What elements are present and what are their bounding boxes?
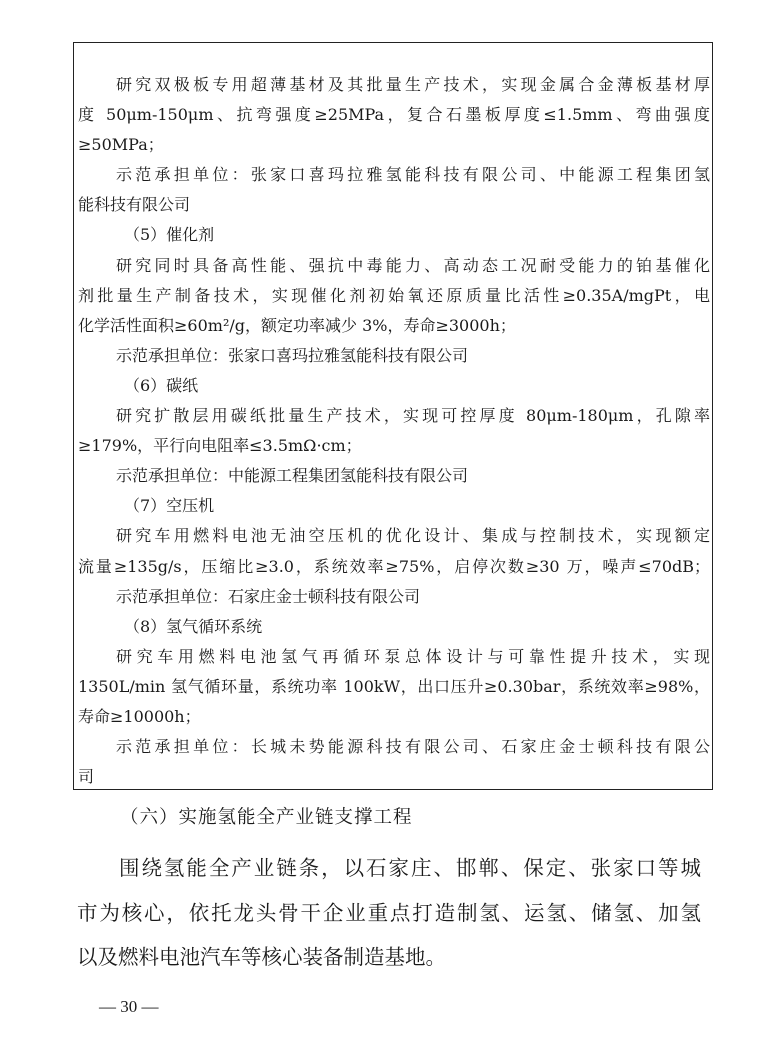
hydrogen-circulation-research-line-3: 寿命≥10000h； [78, 706, 201, 726]
carbon-paper-research-line-2: ≥179%，平行向电阻率≤3.5mΩ·cm； [78, 436, 362, 456]
catalyst-research-line-2: 剂批量生产制备技术，实现催化剂初始氧还原质量比活性≥0.35A/mgPt，电 [78, 285, 710, 305]
body-paragraph [77, 846, 701, 980]
hydrogen-circulation-research-line-1: 研究车用燃料电池氢气再循环泵总体设计与可靠性提升技术，实现 [116, 646, 710, 666]
bipolar-plate-research-line-2: 度 50μm-150μm、抗弯强度≥25MPa，复合石墨板厚度≤1.5mm、弯曲强度 [78, 105, 710, 125]
section-heading: （六）实施氢能全产业链支撑工程 [120, 807, 413, 828]
demo-unit-line-1: 示范承担单位：张家口喜玛拉雅氢能科技有限公司、中能源工程集团氢 [116, 165, 710, 185]
carbon-paper-research-line-1: 研究扩散层用碳纸批量生产技术，实现可控厚度 80μm-180μm，孔隙率 [116, 406, 710, 426]
carbon-paper-demo-unit: 示范承担单位：中能源工程集团氢能科技有限公司 [116, 466, 469, 486]
hydrogen-circulation-heading: （8）氢气循环系统 [124, 616, 263, 636]
bipolar-plate-research-line-3: ≥50MPa； [78, 135, 164, 155]
catalyst-demo-unit: 示范承担单位：张家口喜玛拉雅氢能科技有限公司 [116, 345, 469, 365]
page-number: — 30 — [99, 997, 159, 1016]
air-compressor-heading: （7）空压机 [124, 496, 215, 516]
catalyst-research-line-3: 化学活性面积≥60m²/g，额定功率减少 3%，寿命≥3000h； [78, 315, 516, 335]
catalyst-heading: （5）催化剂 [124, 225, 215, 245]
catalyst-research-line-1: 研究同时具备高性能、强抗中毒能力、高动态工况耐受能力的铂基催化 [116, 255, 710, 275]
carbon-paper-heading: （6）碳纸 [124, 375, 199, 395]
paragraph-line-3: 以及燃料电池汽车等核心装备制造基地。 [77, 945, 446, 969]
hydrogen-circulation-demo-unit-line-1: 示范承担单位：长城未势能源科技有限公司、石家庄金士顿科技有限公 [116, 737, 710, 757]
paragraph-line-1: 围绕氢能全产业链条，以石家庄、邯郸、保定、张家口等城 [119, 856, 701, 880]
air-compressor-research-line-2: 流量≥135g/s，压缩比≥3.0，系统效率≥75%，启停次数≥30 万，噪声≤70dB； [78, 556, 710, 576]
air-compressor-research-line-1: 研究车用燃料电池无油空压机的优化设计、集成与控制技术，实现额定 [116, 526, 710, 546]
demo-unit-line-2: 能科技有限公司 [78, 195, 191, 215]
paragraph-line-2: 市为核心，依托龙头骨干企业重点打造制氢、运氢、储氢、加氢 [77, 900, 701, 925]
air-compressor-demo-unit: 示范承担单位：石家庄金士顿科技有限公司 [116, 586, 421, 606]
project-text-box [73, 42, 713, 790]
hydrogen-circulation-research-line-2: 1350L/min 氢气循环量，系统功率 100kW，出口压升≥0.30bar，系统效率≥98%， [78, 676, 710, 696]
bipolar-plate-research-line-1: 研究双极板专用超薄基材及其批量生产技术，实现金属合金薄板基材厚 [116, 75, 710, 94]
hydrogen-circulation-demo-unit-line-2: 司 [78, 767, 95, 787]
